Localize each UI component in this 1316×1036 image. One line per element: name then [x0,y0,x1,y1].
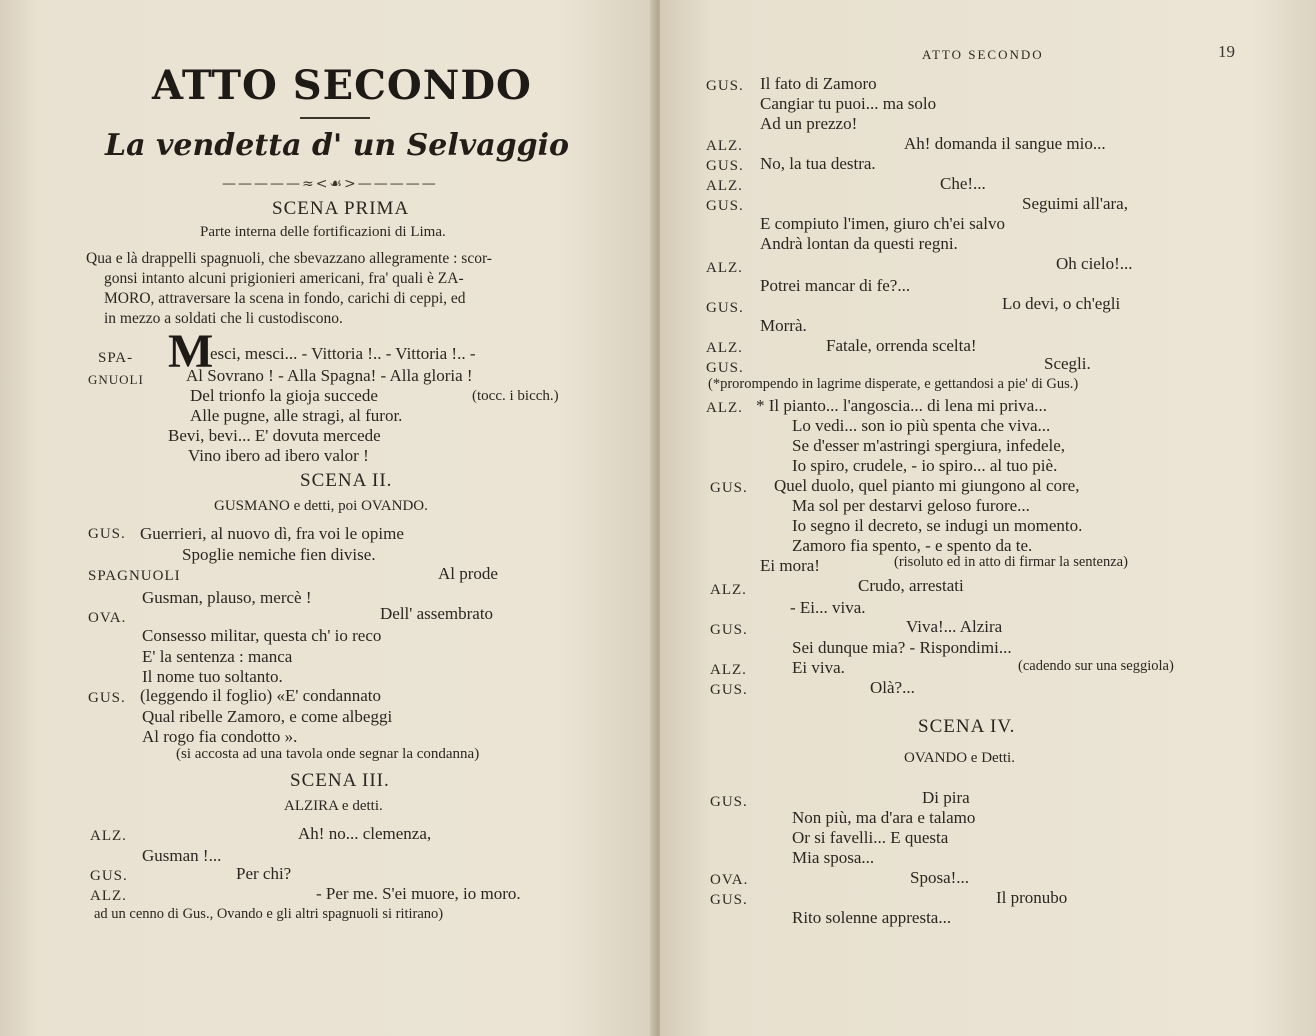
r-line-2: Cangiar tu puoi... ma solo [760,94,937,113]
ornament-divider: —————≈<☙>————— [222,176,438,192]
r4-line-2: Non più, ma d'ara e talamo [792,808,976,827]
chorus-line-2: Al Sovrano ! - Alla Spagna! - Alla gloria ! [186,366,473,385]
r-line-26: (risoluto ed in atto di firmar la sentenza) [894,554,1128,570]
r-line-13: Morrà. [760,316,807,335]
r-line-14: Fatale, orrenda scelta! [826,336,977,355]
r-line-21: Quel duolo, quel pianto mi giungono al core, [774,476,1080,495]
r4-line-5: Sposa!... [910,868,970,887]
r-line-23: Io segno il decreto, se indugi un momento. [792,516,1083,535]
r-line-12: Lo devi, o ch'egli [1002,294,1121,313]
r-line-20: Io spiro, crudele, - io spiro... al tuo piè. [792,456,1058,475]
r-line-10: Oh cielo!... [1056,254,1133,273]
r-sp-4: ALZ. [706,138,743,154]
r4-line-6: Il pronubo [996,888,1068,907]
title-rule [300,117,370,119]
s3-line-5: ad un cenno di Gus., Ovando e gli altri spagnuoli si ritirano) [94,906,444,922]
sp-ova-1: OVA. [88,610,127,626]
r-sp-1: GUS. [706,78,744,94]
r-line-1: Il fato di Zamoro [760,74,877,93]
r-line-29: Viva!... Alzira [906,617,1003,636]
s2-line-4: Gusman, plauso, mercè ! [142,588,312,607]
r-line-24: Zamoro fia spento, - e spento da te. [792,536,1033,555]
right-page [660,0,1316,1036]
s2-line-3: Al prode [438,564,498,583]
scena4-heading: SCENA IV. [918,716,1016,737]
s2-line-1: Guerrieri, al nuovo dì, fra voi le opime [140,524,404,543]
s2-line-11: Al rogo fia condotto ». [142,727,298,746]
r-line-25: Ei mora! [760,556,820,575]
sp-gus-3: GUS. [90,868,128,884]
chorus-line-3: Del trionfo la gioja succede [190,386,378,405]
r-line-5: No, la tua destra. [760,154,876,173]
s3-line-1: Ah! no... clemenza, [298,824,432,843]
r-sp-7: GUS. [706,198,744,214]
r-line-9: Andrà lontan da questi regni. [760,234,958,253]
r-line-17: * Il pianto... l'angoscia... di lena mi priva... [756,396,1048,415]
scena1-place: Parte interna delle fortificazioni di Lima. [200,224,446,240]
act-title: ATTO SECONDO [152,62,532,109]
r4-line-4: Mia sposa... [792,848,875,867]
r-line-31: Ei viva. [792,658,845,677]
r-sp-10: ALZ. [706,260,743,276]
drop-cap: M [168,325,214,378]
r4-sp-5: OVA. [710,872,749,888]
r-line-30: Sei dunque mia? - Rispondimi... [792,638,1012,657]
r-sp-31: ALZ. [710,662,747,678]
s2-line-2: Spoglie nemiche fien divise. [182,545,376,564]
scena3-heading: SCENA III. [290,770,390,791]
chorus-line-1: esci, mesci... - Vittoria !.. - Vittoria !.. - [210,344,476,363]
stage-direction-bicch: (tocc. i bicch.) [472,388,559,404]
r-sp-29: GUS. [710,622,748,638]
speaker-spagnuoli-2: GNUOLI [88,372,144,387]
r4-line-7: Rito solenne appresta... [792,908,952,927]
r-line-22: Ma sol per destarvi geloso furore... [792,496,1030,515]
r-line-11: Potrei mancar di fe?... [760,276,911,295]
s2-line-7: E' la sentenza : manca [142,647,293,666]
s2-line-12: (si accosta ad una tavola onde segnar la condanna) [176,746,480,762]
r-sp-17: ALZ. [706,400,743,416]
r-line-19: Se d'esser m'astringi spergiura, infedele, [792,436,1066,455]
s2-line-5: Dell' assembrato [380,604,494,623]
scena1-desc-4: in mezzo a soldati che li custodiscono. [104,310,343,327]
s3-line-2: Gusman !... [142,846,222,865]
r4-sp-6: GUS. [710,892,748,908]
r-line-3: Ad un prezzo! [760,114,858,133]
r-line-15: Scegli. [1044,354,1091,373]
s3-line-3: Per chi? [236,864,292,883]
r-sp-15: GUS. [706,360,744,376]
chorus-line-5: Bevi, bevi... E' dovuta mercede [168,426,381,445]
r-line-18: Lo vedi... son io più spenta che viva... [792,416,1051,435]
sp-gus-2: GUS. [88,690,126,706]
scena1-heading: SCENA PRIMA [272,198,410,219]
scena2-heading: SCENA II. [300,470,393,491]
sp-alz-2: ALZ. [90,888,127,904]
r-sp-12: GUS. [706,300,744,316]
r-line-4: Ah! domanda il sangue mio... [904,134,1106,153]
r-line-33: Olà?... [870,678,915,697]
r4-line-3: Or si favelli... E questa [792,828,949,847]
scena1-desc-3: MORO, attraversare la scena in fondo, carichi di ceppi, ed [104,290,466,307]
chorus-line-4: Alle pugne, alle stragi, al furor. [190,406,403,425]
r-sp-21: GUS. [710,480,748,496]
r-line-8: E compiuto l'imen, giuro ch'ei salvo [760,214,1006,233]
s2-line-10: Qual ribelle Zamoro, e come albeggi [142,707,393,726]
sp-gus-1: GUS. [88,526,126,542]
r-line-27: Crudo, arrestati [858,576,964,595]
r4-sp-1: GUS. [710,794,748,810]
left-page [0,0,656,1036]
r-line-7: Seguimi all'ara, [1022,194,1128,213]
r-line-28: - Ei... viva. [790,598,866,617]
r-sp-6: ALZ. [706,178,743,194]
page-number: 19 [1218,42,1235,61]
scena1-desc-2: gonsi intanto alcuni prigionieri americani, fra' quali è ZA- [104,270,464,287]
r-line-6: Che!... [940,174,986,193]
s2-line-6: Consesso militar, questa ch' io reco [142,626,382,645]
scena3-cast: ALZIRA e detti. [284,798,383,814]
scena4-cast: OVANDO e Detti. [904,750,1015,766]
s2-line-8: Il nome tuo soltanto. [142,667,283,686]
r-line-16: (*prorompendo in lagrime disperate, e gettandosi a pie' di Gus.) [708,376,1079,392]
sp-alz-1: ALZ. [90,828,127,844]
scena1-desc-1: Qua e là drappelli spagnuoli, che sbevazzano allegramente : scor- [86,250,492,267]
chorus-line-6: Vino ibero ad ibero valor ! [188,446,369,465]
scena2-cast: GUSMANO e detti, poi OVANDO. [214,498,428,514]
r-sp-5: GUS. [706,158,744,174]
r-sp-14: ALZ. [706,340,743,356]
running-header: ATTO SECONDO [922,47,1044,62]
r4-line-1: Di pira [922,788,970,807]
sp-spagnuoli: SPAGNUOLI [88,568,181,584]
r-line-32: (cadendo sur una seggiola) [1018,658,1174,674]
s2-line-9: (leggendo il foglio) «E' condannato [140,686,381,705]
r-sp-27: ALZ. [710,582,747,598]
speaker-spagnuoli-1: SPA- [98,350,134,366]
r-sp-33: GUS. [710,682,748,698]
act-subtitle: La vendetta d' un Selvaggio [105,128,570,163]
s3-line-4: - Per me. S'ei muore, io moro. [316,884,521,903]
